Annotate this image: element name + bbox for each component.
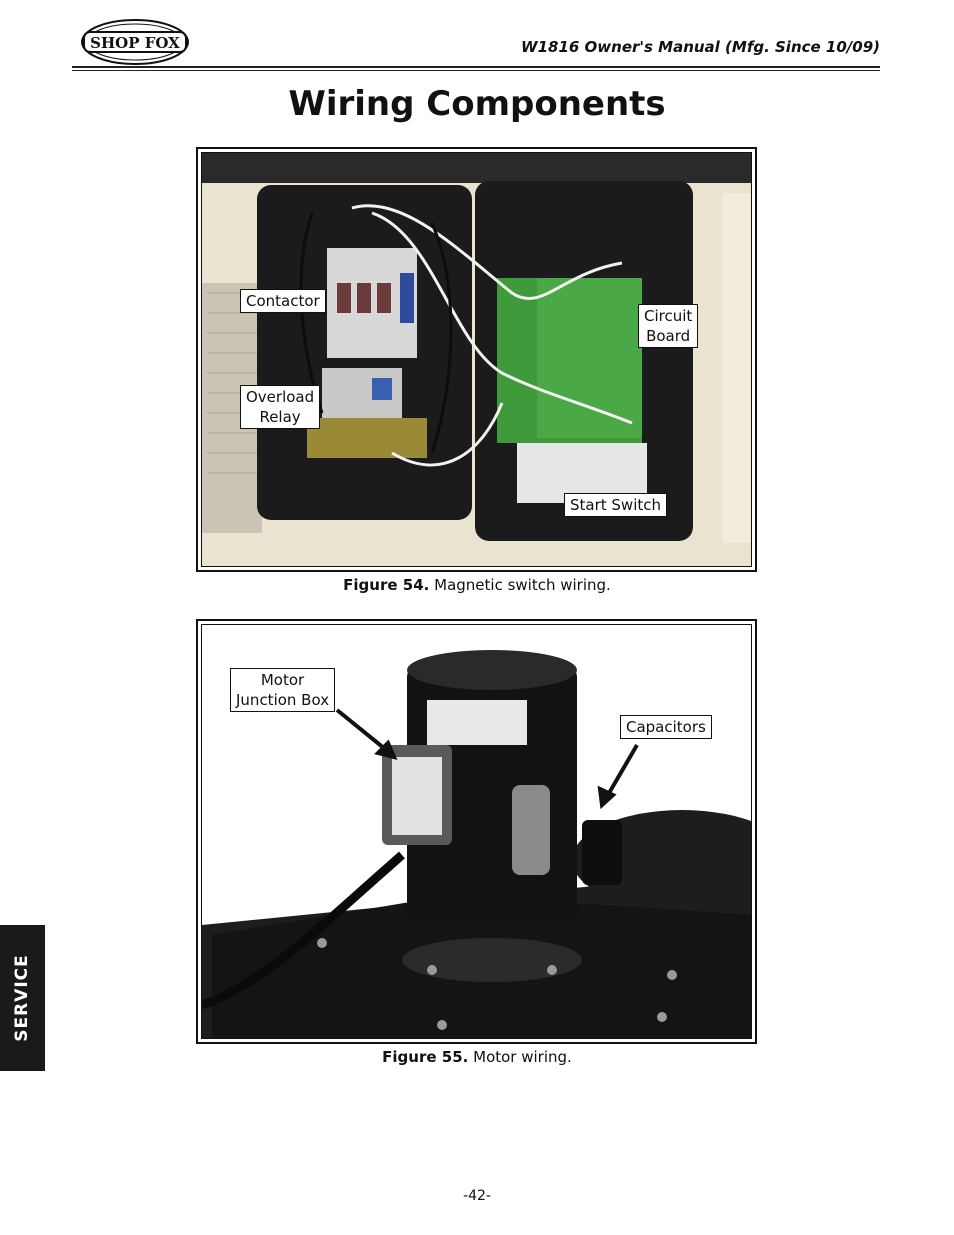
callout-start-switch: Start Switch [564, 493, 667, 517]
logo-text: SHOP FOX [90, 34, 180, 52]
callout-overload-relay-line1: Overload [246, 388, 315, 406]
callout-overload-relay-line2: Relay [259, 408, 301, 426]
callout-circuit-board-line2: Board [646, 327, 691, 345]
callout-contactor: Contactor [240, 289, 326, 313]
callout-capacitors: Capacitors [620, 715, 712, 739]
shop-fox-logo [80, 18, 190, 66]
callout-circuit-board-line1: Circuit [644, 307, 693, 325]
figure-54-frame [196, 147, 757, 572]
manual-title: W1816 Owner's Manual (Mfg. Since 10/09) [521, 38, 880, 56]
callout-motor-junction-box [230, 668, 335, 712]
callout-overload-relay [240, 385, 320, 429]
figure-55-caption-label: Figure 55. [382, 1048, 469, 1066]
callout-motor-junction-box-line1: Motor [260, 671, 305, 689]
service-side-tab [0, 925, 45, 1071]
figure-54-caption-label: Figure 54. [343, 576, 430, 594]
figure-54-caption-text: Magnetic switch wiring. [434, 576, 611, 594]
callout-motor-junction-box-line2: Junction Box [236, 691, 330, 709]
figure-55-caption [0, 1048, 954, 1066]
page-number: -42- [463, 1188, 491, 1204]
header-rule-thin [72, 70, 880, 71]
figure-55-caption-text: Motor wiring. [473, 1048, 572, 1066]
magnetic-switch-photo [202, 153, 752, 567]
figure-54-photo [201, 152, 752, 567]
callout-circuit-board [638, 304, 698, 348]
header-rule [72, 66, 880, 68]
service-side-tab-label: SERVICE [12, 954, 32, 1042]
figure-55-frame [196, 619, 757, 1044]
page-title: Wiring Components [288, 84, 666, 124]
figure-54-caption [0, 576, 954, 594]
